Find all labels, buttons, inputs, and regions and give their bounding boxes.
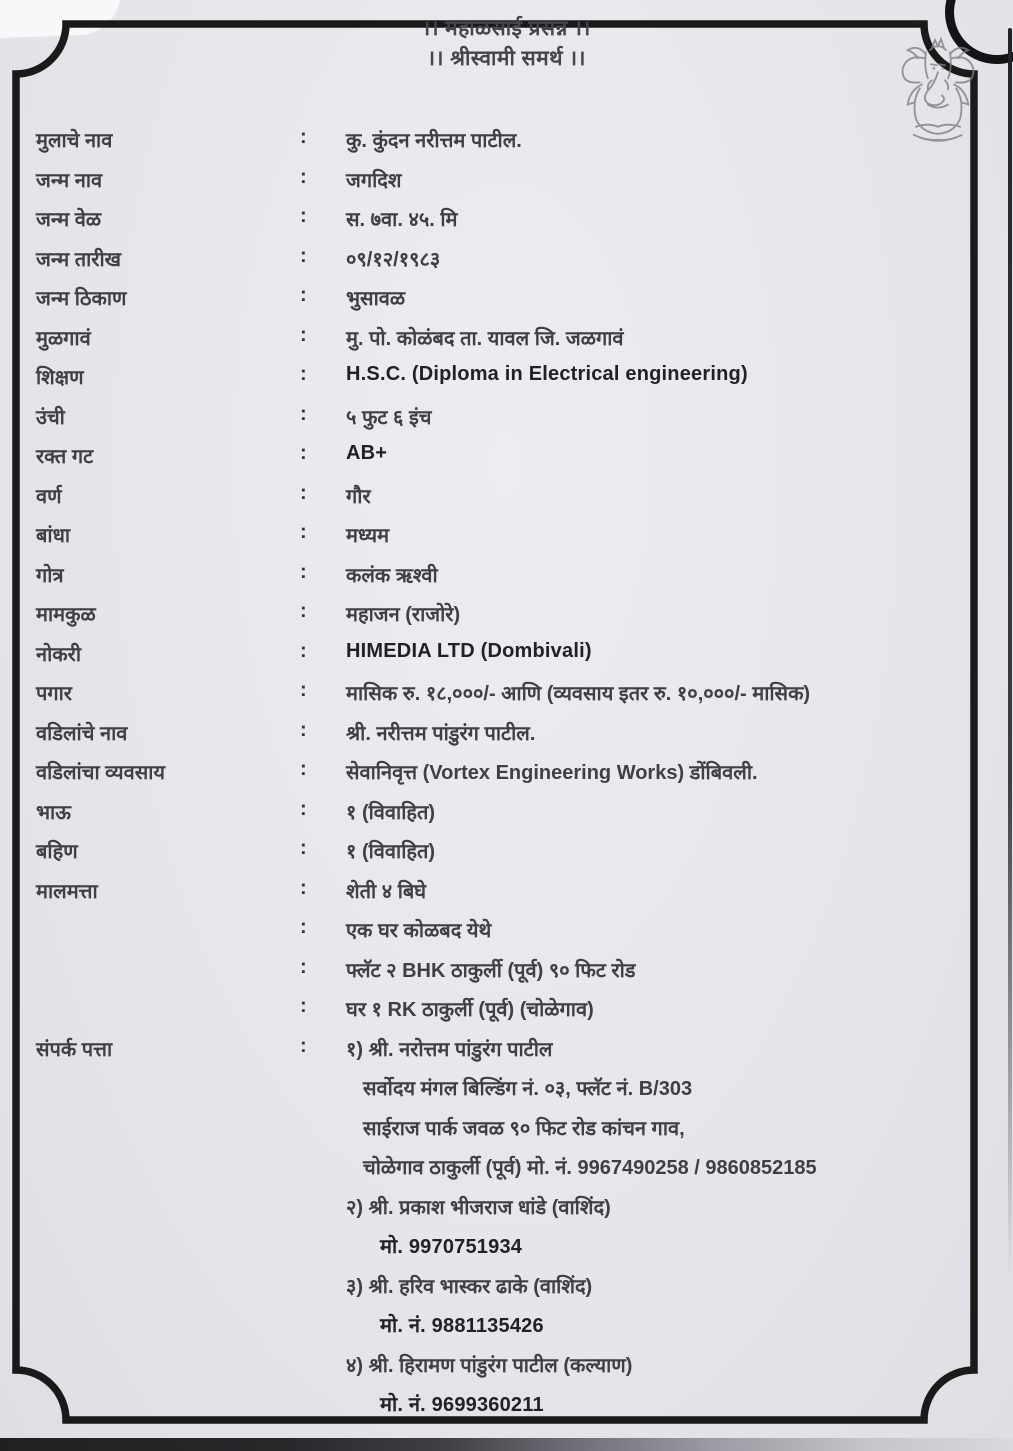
table-row: [36, 1193, 988, 1233]
field-value: चोळेगाव ठाकुर्ली (पूर्व) मो. नं. 9967490258 / 9860852185: [363, 1157, 817, 1179]
table-row: [36, 719, 988, 759]
invocation-line-2: ।। श्रीस्वामी समर्थ ।।: [427, 47, 586, 70]
table-row: [36, 1114, 988, 1154]
field-label: मालमत्ता: [36, 880, 98, 903]
field-value: कु. कुंदन नरीत्तम पाटील.: [346, 130, 522, 152]
table-row: [36, 205, 988, 245]
table-row: [36, 877, 988, 917]
table-row: [36, 324, 988, 364]
field-value: भुसावळ: [346, 288, 406, 310]
field-value: ०९/१२/१९८३: [346, 248, 441, 271]
field-value: १) श्री. नरोत्तम पांडुरंग पाटील: [346, 1038, 553, 1061]
table-row: [36, 679, 988, 719]
colon-separator: :: [300, 363, 307, 385]
colon-separator: :: [300, 718, 307, 741]
field-label: मुळगावं: [36, 327, 91, 350]
colon-separator: :: [300, 876, 307, 899]
table-row: [36, 561, 988, 601]
field-value: मासिक रु. १८,०००/- आणि (व्यवसाय इतर रु. १०,०००/- मासिक): [346, 683, 811, 705]
field-label: मुलाचे नाव: [36, 130, 113, 152]
field-label: भाऊ: [36, 801, 71, 824]
colon-separator: :: [300, 1034, 307, 1057]
colon-separator: :: [300, 442, 307, 464]
field-label: मामकुळ: [36, 604, 96, 626]
field-value: मु. पो. कोळंबद ता. यावल जि. जळगावं: [346, 327, 624, 350]
table-row: [36, 1311, 988, 1351]
field-label: रक्त गट: [36, 446, 94, 468]
scan-edge-shadow-bottom: [0, 1438, 1013, 1451]
field-label: वडिलांचे नाव: [36, 722, 128, 745]
colon-separator: :: [300, 955, 307, 978]
table-row: [36, 1035, 988, 1075]
field-label: गोत्र: [36, 564, 64, 587]
table-row: [36, 284, 988, 324]
table-row: [36, 442, 988, 482]
field-value: एक घर कोळबद येथे: [346, 920, 492, 942]
field-label: पगार: [36, 683, 72, 705]
colon-separator: :: [300, 481, 307, 504]
invocation-header: [0, 14, 1013, 74]
field-value: गौर: [346, 485, 371, 508]
field-value: मो. नं. 9699360211: [380, 1394, 544, 1416]
colon-separator: :: [300, 165, 307, 188]
table-row: [36, 798, 988, 838]
field-label: जन्म ठिकाण: [36, 288, 127, 310]
table-row: [36, 995, 988, 1035]
colon-separator: :: [300, 205, 307, 227]
field-label: वडिलांचा व्यवसाय: [36, 762, 166, 784]
table-row: [36, 482, 988, 522]
field-value: H.S.C. (Diploma in Electrical engineering): [346, 363, 748, 385]
field-value: श्री. नरीत्तम पांडुरंग पाटील.: [346, 722, 536, 745]
field-value: महाजन (राजोरे): [346, 604, 461, 626]
colon-separator: :: [300, 797, 307, 820]
field-value: AB+: [346, 442, 388, 464]
table-row: [36, 126, 988, 166]
field-value: २) श्री. प्रकाश भीजराज धांडे (वाशिंद): [346, 1196, 611, 1219]
field-value: मध्यम: [346, 525, 390, 547]
table-row: [36, 1351, 988, 1391]
field-value: १ (विवाहित): [346, 801, 436, 824]
field-label: बांधा: [36, 525, 71, 547]
colon-separator: :: [300, 323, 307, 346]
table-row: [36, 1153, 988, 1193]
table-row: [36, 837, 988, 877]
table-row: [36, 640, 988, 680]
table-row: [36, 600, 988, 640]
table-row: [36, 403, 988, 443]
table-row: [36, 1272, 988, 1312]
colon-separator: :: [300, 837, 307, 859]
colon-separator: :: [300, 126, 307, 148]
field-value: १ (विवाहित): [346, 841, 436, 863]
colon-separator: :: [300, 679, 307, 701]
field-value: ४) श्री. हिरामण पांडुरंग पाटील (कल्याण): [346, 1354, 633, 1377]
table-row: [36, 166, 988, 206]
field-label: उंची: [36, 406, 65, 429]
field-value: स. ७वा. ४५. मि: [346, 209, 458, 231]
table-row: [36, 245, 988, 285]
table-row: [36, 916, 988, 956]
field-label: जन्म नाव: [36, 169, 103, 192]
colon-separator: :: [300, 244, 307, 267]
field-value: ५ फुट ६ इंच: [346, 406, 432, 429]
field-value: साईराज पार्क जवळ ९० फिट रोड कांचन गाव,: [363, 1117, 685, 1140]
field-label: शिक्षण: [36, 367, 84, 389]
colon-separator: :: [300, 521, 307, 543]
table-row: [36, 758, 988, 798]
field-label: नोकरी: [36, 643, 81, 666]
colon-separator: :: [300, 639, 307, 662]
field-value: सेवानिवृत्त (Vortex Engineering Works) डोंबिवली.: [346, 762, 758, 784]
field-value: ३) श्री. हरिव भास्कर ढाके (वाशिंद): [346, 1275, 593, 1298]
field-value: सर्वोदय मंगल बिल्डिंग नं. ०३, फ्लॅट नं. B/303: [363, 1078, 693, 1100]
field-value: मो. 9970751934: [380, 1236, 523, 1258]
field-value: शेती ४ बिघे: [346, 880, 427, 903]
table-row: [36, 363, 988, 403]
table-row: [36, 521, 988, 561]
field-value: घर १ RK ठाकुर्ली (पूर्व) (चोळेगाव): [346, 999, 594, 1021]
field-label: संपर्क पत्ता: [36, 1038, 113, 1061]
scan-edge-shadow-right: [1008, 28, 1012, 1278]
field-value: जगदिश: [346, 169, 402, 192]
table-row: [36, 1232, 988, 1272]
biodata-table: [36, 126, 988, 1430]
field-label: जन्म वेळ: [36, 209, 102, 231]
invocation-line-1: ।। महाळसाई प्रसन्न ।।: [422, 17, 591, 40]
field-label: वर्ण: [36, 485, 62, 508]
colon-separator: :: [300, 560, 307, 583]
table-row: [36, 1074, 988, 1114]
field-value: फ्लॅट २ BHK ठाकुर्ली (पूर्व) ९० फिट रोड: [346, 959, 636, 982]
colon-separator: :: [300, 995, 307, 1017]
field-value: कलंक ऋश्वी: [346, 564, 438, 587]
colon-separator: :: [300, 284, 307, 306]
table-row: [36, 956, 988, 996]
table-row: [36, 1390, 988, 1430]
colon-separator: :: [300, 402, 307, 425]
field-value: मो. नं. 9881135426: [380, 1315, 544, 1337]
field-label: बहिण: [36, 841, 78, 863]
colon-separator: :: [300, 600, 307, 622]
colon-separator: :: [300, 758, 307, 780]
field-label: जन्म तारीख: [36, 248, 122, 271]
colon-separator: :: [300, 916, 307, 938]
field-value: HIMEDIA LTD (Dombivali): [346, 639, 592, 662]
